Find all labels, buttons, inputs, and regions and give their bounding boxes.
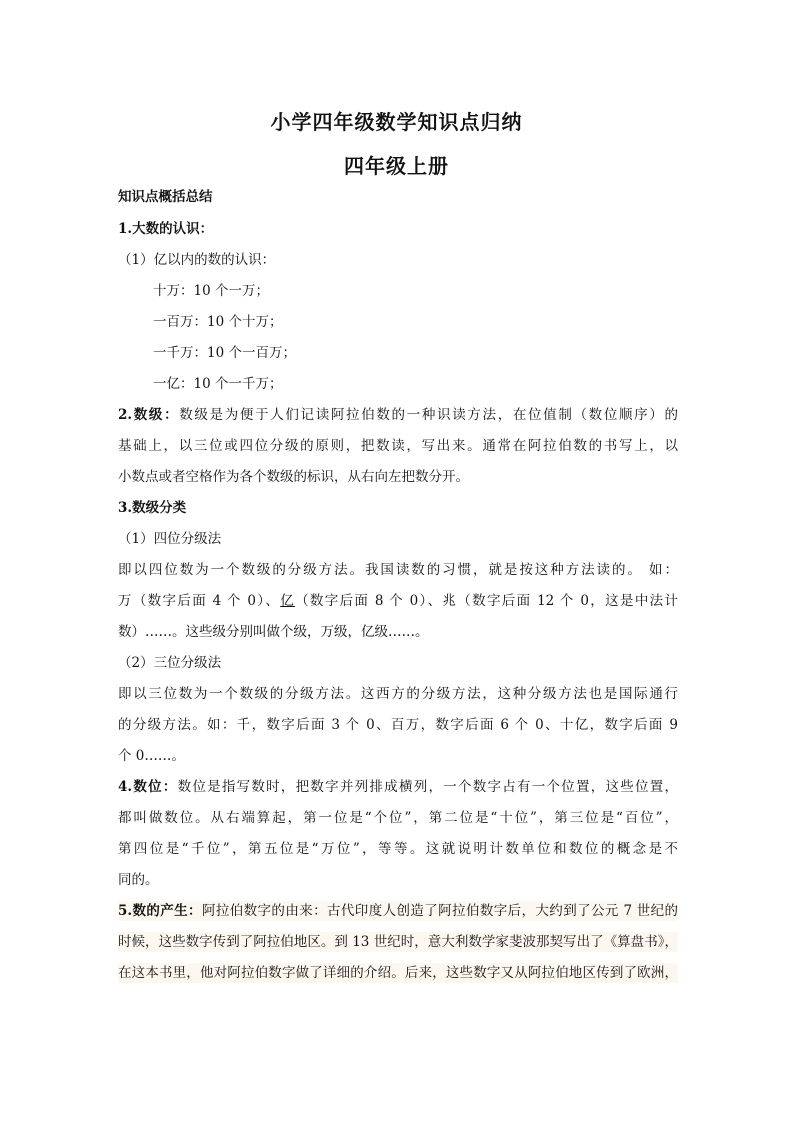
- section-4-paragraph-line: 都叫做数位。从右端算起，第一位是“个位”，第二位是“十位”，第三位是“百位”，: [118, 810, 678, 826]
- underlined-term: 亿: [280, 593, 296, 609]
- section-4-paragraph-line: 第四位是“千位”，第五位是“万位”，等等。这就说明计数单位和数位的概念是不: [118, 841, 678, 857]
- section-2-paragraph-line: 小数点或者空格作为各个数级的标识，从右向左把数分开。: [118, 469, 469, 485]
- section-3-paragraph-line: 万（数字后面 4 个 0）、亿（数字后面 8 个 0）、兆（数字后面 12 个 0，这是中法计: [118, 593, 678, 609]
- section-5-label: 5.数的产生：: [118, 903, 202, 919]
- section-3-subheading-1: （1）四位分级法: [118, 531, 222, 547]
- section-3-heading: 3.数级分类: [118, 500, 187, 516]
- section-1-subheading: （1）亿以内的数的认识：: [118, 252, 276, 268]
- list-item: 一亿：10 个一千万；: [153, 376, 283, 392]
- document-subtitle: 四年级上册: [344, 154, 449, 178]
- section-5-paragraph-line: 5.数的产生：阿拉伯数字的由来：古代印度人创造了阿拉伯数字后，大约到了公元 7 世纪的: [118, 903, 679, 919]
- section-4-paragraph-line: 4.数位：数位是指写数时，把数字并列排成横列，一个数字占有一个位置，这些位置，: [118, 779, 679, 795]
- list-item: 一百万：10 个十万；: [153, 314, 283, 330]
- section-3-subheading-2: （2）三位分级法: [118, 655, 222, 671]
- section-4-label: 4.数位：: [118, 779, 178, 795]
- section-1-heading: 1.大数的认识：: [118, 221, 214, 237]
- section-5-paragraph-line: 在这本书里，他对阿拉伯数字做了详细的介绍。后来，这些数字又从阿拉伯地区传到了欧洲，: [118, 965, 678, 981]
- summary-heading: 知识点概括总结: [118, 189, 213, 205]
- list-item: 十万：10 个一万；: [153, 283, 269, 299]
- section-4-paragraph-line: 同的。: [118, 872, 159, 888]
- section-3-paragraph-line: 即以四位数为一个数级的分级方法。我国读数的习惯，就是按这种方法读的。 如：: [118, 562, 678, 578]
- section-2-paragraph-line: 基础上，以三位或四位分级的原则，把数读，写出来。通常在阿拉伯数的书写上，以: [118, 438, 678, 454]
- section-2-label: 2.数级：: [118, 407, 180, 423]
- section-3-paragraph-line: 即以三位数为一个数级的分级方法。这西方的分级方法，这种分级方法也是国际通行: [118, 686, 678, 702]
- section-3-paragraph-line: 个 0……。: [118, 748, 185, 764]
- section-2-paragraph-line: 2.数级：数级是为便于人们记读阿拉伯数的一种识读方法，在位值制（数位顺序）的: [118, 407, 678, 423]
- list-item: 一千万：10 个一百万；: [153, 345, 296, 361]
- section-3-paragraph-line: 的分级方法。如：千，数字后面 3 个 0、百万，数字后面 6 个 0、十亿，数字后面 9: [118, 717, 678, 733]
- document-title: 小学四年级数学知识点归纳: [270, 110, 523, 134]
- section-5-paragraph-line: 时候，这些数字传到了阿拉伯地区。到 13 世纪时，意大利数学家斐波那契写出了《算盘书》，: [118, 934, 678, 950]
- section-3-paragraph-line: 数）……。这些级分别叫做个级，万级，亿级……。: [118, 624, 429, 640]
